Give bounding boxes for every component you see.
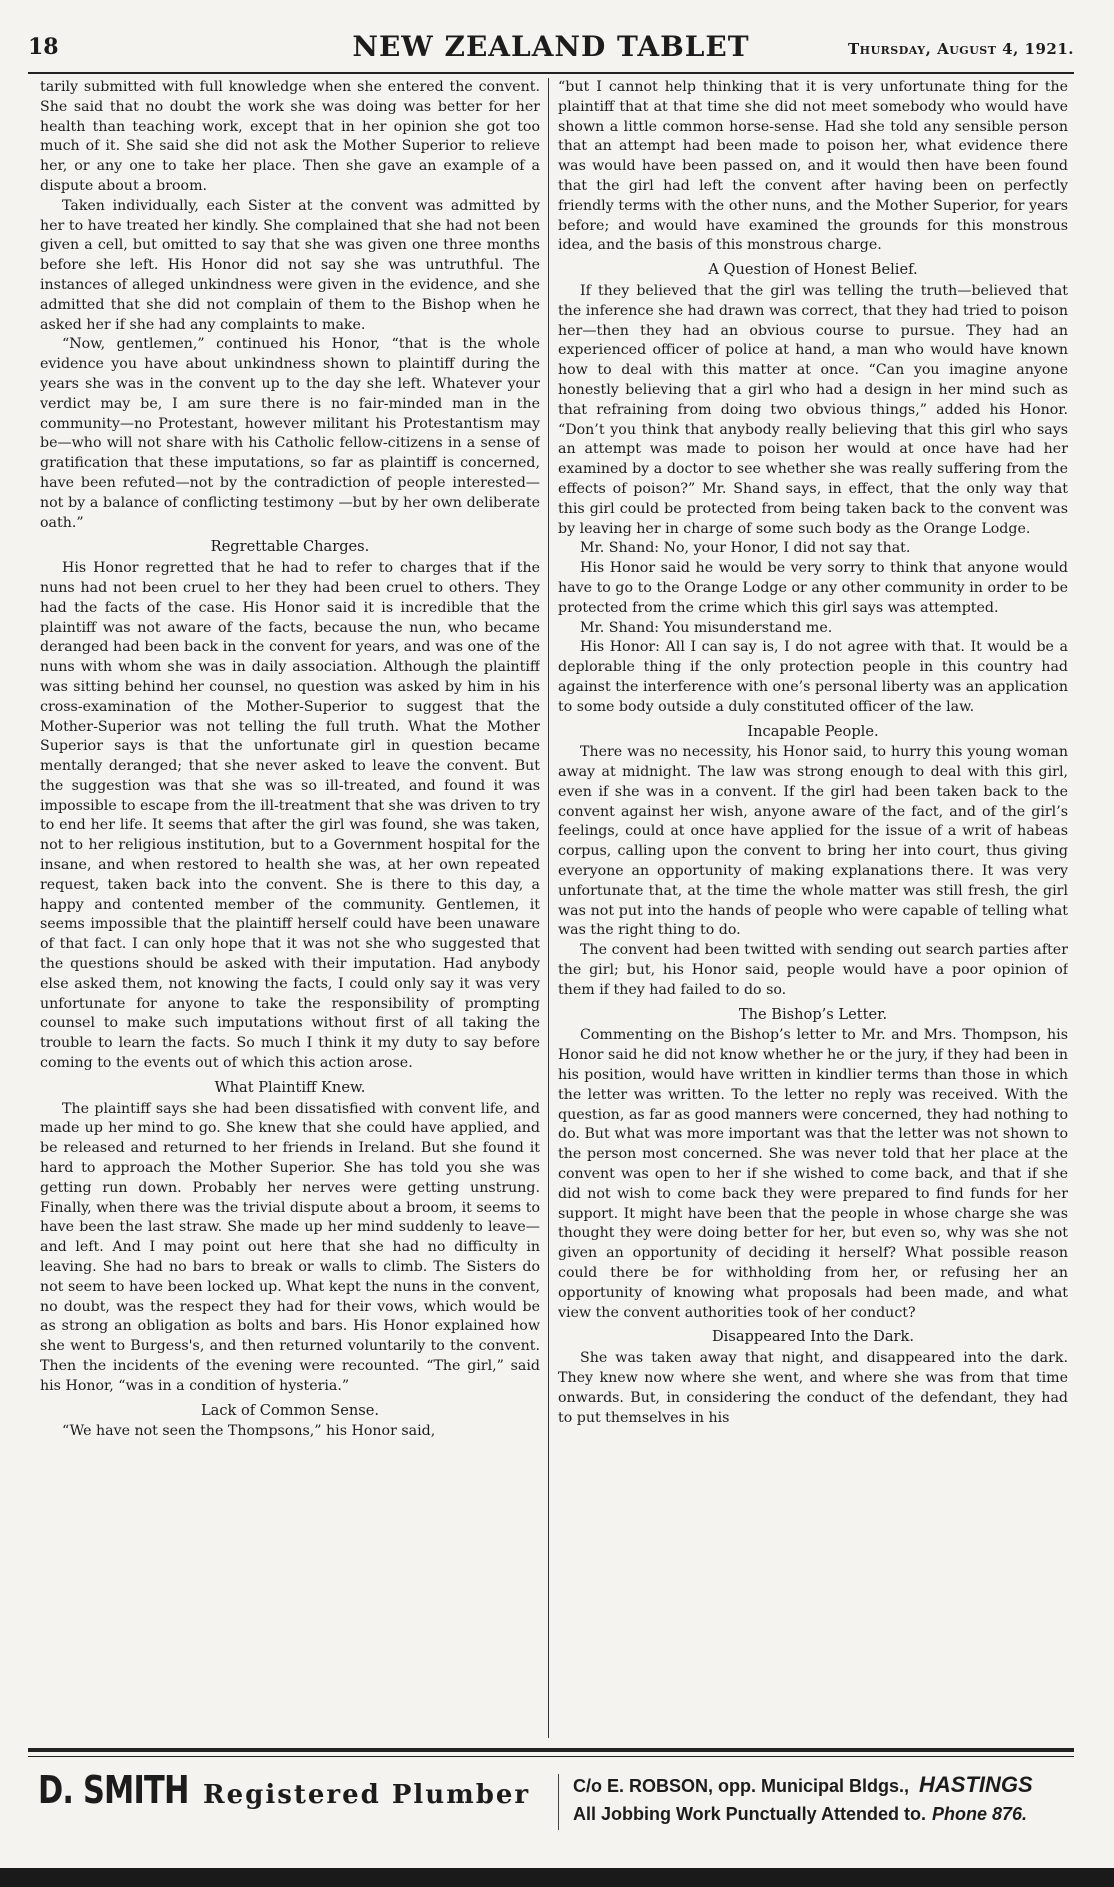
dateline: Thursday, August 4, 1921. (848, 40, 1074, 58)
paragraph: His Honor said he would be very sorry to think that anyone would have to go to the Orange Lodge or any other community in order to be protected from the crime which this girl says was attempted. (558, 560, 1068, 616)
paragraph: tarily submitted with full knowledge when she entered the convent. She said that no doubt the work she was doing was better for her health than teaching work, except that in her opinion she got too much of it. She said she did not ask the Mother Superior to relieve her, or any one to take her place. Then she gave an example of a dispute about a broom. (40, 79, 540, 194)
ad-trade: Registered Plumber (203, 1780, 531, 1810)
footer-rule-thin (28, 1756, 1074, 1757)
left-column (40, 78, 540, 1743)
subheading: Disappeared Into the Dark. (711, 1328, 915, 1346)
ad-town: HASTINGS (919, 1772, 1033, 1797)
paragraph: “We have not seen the Thompsons,” his Honor said, (62, 1423, 436, 1440)
paragraph: Mr. Shand: No, your Honor, I did not say that. (580, 540, 911, 557)
subheading: A Question of Honest Belief. (708, 261, 918, 279)
right-column (558, 78, 1068, 1743)
subheading: Lack of Common Sense. (200, 1401, 380, 1419)
page-number: 18 (28, 34, 59, 60)
paragraph: “but I cannot help thinking that it is very unfortunate thing for the plaintiff that at that time she did not meet somebody who would have shown a little common horse-sense. Had she told any sensible person that an attempt had been made to poison her, what evidence there was would have been passed on, and it would then have been found that the girl had left the convent after having been on perfectly friendly terms with the other nuns, and the Mother Superior, for years before; and would have examined the grounds for this monstrous idea, and the basis of this monstrous charge. (558, 79, 1068, 254)
subheading: Regrettable Charges. (210, 538, 370, 556)
ad-business-name: D. SMITH (38, 1768, 189, 1812)
page-header (28, 30, 1074, 74)
ad-service-line (573, 1804, 1027, 1825)
paragraph: His Honor regretted that he had to refer to charges that if the nuns had not been cruel to her they had been cruel to others. They had the facts of the case. His Honor said it is incredible that the plaintiff was not aware of the facts, because the nun, who became deranged had been back in the convent for years, and was one of the nuns with whom she was in daily association. Although the plaintiff was sitting behind her counsel, no question was asked by him in his cross-examination of the Mother-Superior to suggest that the Mother-Superior was not telling the full truth. What the Mother Superior says is that the unfortunate girl in question became mentally deranged; that she never asked to leave the convent. But the suggestion was that she was so ill-treated, and found it was impossible to escape from the ill-treatment that she was driven to try to end her life. It seems that after the girl was found, she was taken, not to her religious institution, but to a Government hospital for the insane, and when restored to health she was, at her own repeated request, taken back into the convent. She is there to this day, a happy and contented member of the community. Gentlemen, it seems impossible that the plaintiff herself could have been unaware of that fact. I can only hope that it was not she who suggested that the questions should be asked with their imputation. Had anybody else asked them, not knowing the facts, I could only say it was very unfortunate for anyone to take the responsibility of prompting counsel to make such imputations without first of all taking the trouble to learn the facts. So much I think it my duty to say before coming to the events out of which this action arose. (40, 560, 540, 1072)
page-edge-shadow (0, 1868, 1114, 1887)
paragraph: If they believed that the girl was telling the truth—believed that the inference she had drawn was correct, that they had tried to poison her—then they had an obvious course to pursue. They had an experienced officer of police at hand, a man who would have known how to deal with this matter at once. “Can you imagine anyone honestly believing that a girl who had a design in her mind such as that refraining from doing two obvious things,” added his Honor. “Don’t you think that anybody really believing that this girl who says an attempt was made to poison her would at once have had her examined by a doctor to see whether she was really suffering from the effects of poison?” Mr. Shand says, in effect, that the only way that this girl could be protected from being taken back to the convent was by leaving her in charge of some such body as the Orange Lodge. (558, 282, 1068, 537)
ad-address-line (573, 1772, 1033, 1798)
footer-rule (28, 1748, 1074, 1752)
masthead: NEW ZEALAND TABLET (352, 30, 750, 63)
advertisement (28, 1762, 1074, 1842)
paragraph: The plaintiff says she had been dissatisfied with convent life, and made up her mind to go. She knew that she could have applied, and be released and returned to her friends in Ireland. But she found it hard to approach the Mother Superior. She has told you she was getting run down. Probably her nerves were getting unstrung. Finally, when there was the trivial dispute about a broom, it seems to have been the last straw. She made up her mind suddenly to leave—and left. And I may point out here that she had no difficulty in leaving. She had no bars to break or walls to climb. The Sisters do not seem to have been locked up. What kept the nuns in the convent, no doubt, was the respect they had for their vows, which would be as strong an obligation as bolts and bars. His Honor explained how she went to Burgess's, and then returned voluntarily to the convent. Then the incidents of the evening were recounted. “The girl,” said his Honor, “was in a condition of hysteria.” (40, 1100, 540, 1394)
paragraph: Taken individually, each Sister at the convent was admitted by her to have treated her kindly. She complained that she had not been given a cell, but omitted to say that she was given one three months before she left. His Honor did not say she was untruthful. The instances of alleged unkindness were given in the evidence, and she admitted that she did not complain of them to the Bishop when he asked her if she had any complaints to make. (40, 197, 540, 333)
subheading: The Bishop’s Letter. (738, 1005, 888, 1023)
paragraph: His Honor: All I can say is, I do not agree with that. It would be a deplorable thing if the only protection people in this country had against the interference with one’s personal liberty was an application to some body outside a duly constituted officer of the law. (558, 639, 1068, 715)
ad-address: C/o E. ROBSON, opp. Municipal Bldgs., (573, 1776, 910, 1796)
subheading: Incapable People. (747, 722, 879, 740)
paragraph: The convent had been twitted with sending out search parties after the girl; but, his Honor said, people would have a poor opinion of them if they had failed to do so. (558, 942, 1068, 998)
ad-divider (558, 1774, 559, 1830)
ad-phone: Phone 876. (932, 1804, 1028, 1824)
paragraph: “Now, gentlemen,” continued his Honor, “that is the whole evidence you have about unkindness shown to plaintiff during the years she was in the convent up to the day she left. Whatever your verdict may be, I am sure there is no fair-minded man in the community—no Protestant, however militant his Protestantism may be—who will not share with his Catholic fellow-citizens in a sense of gratification that these imputations, so far as plaintiff is concerned, have been refuted—not by the contradiction of people interested—not by a balance of conflicting testimony —but by her own deliberate oath.” (40, 336, 540, 531)
column-divider (548, 78, 549, 1738)
paragraph: Mr. Shand: You misunderstand me. (580, 619, 833, 636)
paragraph: There was no necessity, his Honor said, to hurry this young woman away at midnight. The law was strong enough to deal with this girl, even if she was in a convent. If the girl had been taken back to the convent against her wish, anyone aware of the fact, and of the girl’s feelings, could at once have applied for the issue of a writ of habeas corpus, calling upon the convent to bring her into court, thus giving everyone an opportunity of making explanations there. It was very unfortunate that, at the time the whole matter was still fresh, the girl was not put into the hands of people who were capable of telling what was the right thing to do. (558, 744, 1068, 939)
ad-service: All Jobbing Work Punctually Attended to. (573, 1804, 927, 1824)
paragraph: Commenting on the Bishop’s letter to Mr. and Mrs. Thompson, his Honor said he did not know whether he or the jury, if they had been in his position, would have written in kindlier terms than those in which the letter was written. To the letter no reply was received. With the question, as far as good manners were concerned, they had nothing to do. But what was more important was that the letter was not shown to the person most concerned. She was never told that her place at the convent was open to her if she wished to come back, and that if she did not wish to come back they were prepared to find funds for her support. It might have been that the people in whose charge she was thought they were doing better for her, but even so, why was she not given an opportunity of deciding it herself? What possible reason could there be for withholding from her, or refusing her an opportunity of knowing what proposals had been made, and what view the convent authorities took of her conduct? (558, 1027, 1068, 1321)
paragraph: She was taken away that night, and disappeared into the dark. They knew now where she went, and where she was from that time onwards. But, in considering the conduct of the defendant, they had to put themselves in his (558, 1350, 1068, 1426)
subheading: What Plaintiff Knew. (214, 1078, 366, 1096)
